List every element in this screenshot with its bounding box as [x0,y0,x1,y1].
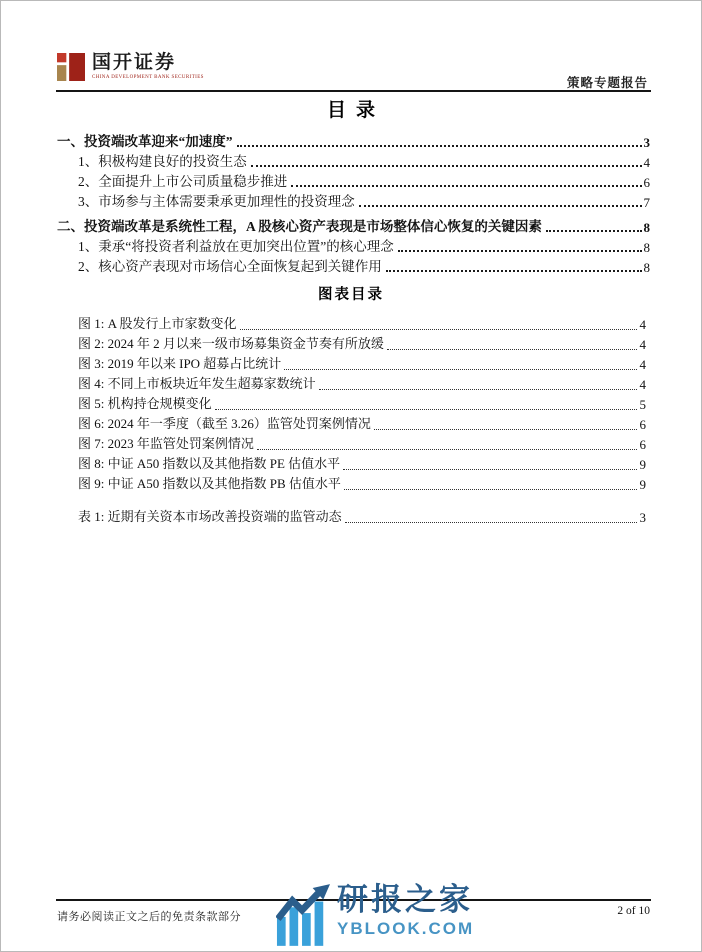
figure-entry-label: 图 8: 中证 A50 指数以及其他指数 PE 估值水平 [78,456,341,471]
toc-entry-label: 1、积极构建良好的投资生态 [78,154,247,169]
toc-entry-page: 8 [643,240,650,255]
figure-entry[interactable] [78,353,646,373]
dot-leader [284,369,636,370]
dot-leader [343,469,636,470]
company-name: 国开证券 [92,52,177,73]
figure-entry-label: 图 3: 2019 年以来 IPO 超募占比统计 [78,356,282,371]
figure-entry-page: 4 [639,377,646,392]
toc-entry-label: 1、秉承“将投资者利益放在更加突出位置”的核心理念 [78,239,394,254]
figure-entry-page: 3 [639,510,646,525]
dot-leader [345,522,637,523]
toc-entry[interactable] [57,256,650,276]
figure-entry-page: 4 [639,317,646,332]
figure-entry[interactable] [78,333,646,353]
figure-entry-label: 图 4: 不同上市板块近年发生超募家数统计 [78,376,316,391]
toc-entry-label: 一、投资端改革迎来“加速度” [57,134,233,149]
toc-entry-label: 二、投资端改革是系统性工程，A 股核心资产表现是市场整体信心恢复的关键因素 [57,219,542,234]
toc-entry-page: 8 [643,220,650,235]
figure-entry-label: 图 6: 2024 年一季度（截至 3.26）监管处罚案例情况 [78,416,371,431]
figures-directory-title: 图表目录 [318,287,384,303]
dot-leader [374,429,637,430]
figure-entry[interactable] [78,506,646,526]
watermark [276,884,474,946]
figure-entry[interactable] [78,373,646,393]
report-type-label: 策略专题报告 [566,76,648,90]
figure-entry-page: 9 [639,477,646,492]
figure-entry-label: 图 1: A 股发行上市家数变化 [78,316,237,331]
dot-leader [251,165,642,167]
watermark-url: YBLOOK.COM [337,918,475,938]
figure-entry[interactable] [78,453,646,473]
toc-entry-page: 6 [643,175,650,190]
toc-entry-page: 4 [643,155,650,170]
figure-entry-page: 5 [639,397,646,412]
dot-leader [257,449,637,450]
toc-entry-label: 3、市场参与主体需要秉承更加理性的投资理念 [78,194,355,209]
figure-entry-label: 图 7: 2023 年监管处罚案例情况 [78,436,254,451]
figure-entry-page: 6 [639,437,646,452]
dot-leader [398,250,642,252]
figure-entry[interactable] [78,413,646,433]
toc-entry-label: 2、全面提升上市公司质量稳步推进 [78,174,288,189]
dot-leader [387,349,637,350]
figure-list [78,313,646,526]
figure-entry[interactable] [78,313,646,333]
toc-entry-page: 7 [643,195,650,210]
figure-entry-label: 图 2: 2024 年 2 月以来一级市场募集资金节奏有所放缓 [78,336,384,351]
dot-leader [344,489,637,490]
dot-leader [215,409,637,410]
figure-entry-label: 图 5: 机构持仓规模变化 [78,396,212,411]
watermark-name: 研报之家 [337,882,473,917]
figure-entry-page: 6 [639,417,646,432]
dot-leader [237,145,642,147]
figure-entry[interactable] [78,393,646,413]
figure-entry-label: 图 9: 中证 A50 指数以及其他指数 PB 估值水平 [78,476,341,491]
figure-entry[interactable] [78,473,646,493]
toc-entry[interactable] [57,191,650,211]
page-number: 2 of 10 [617,905,650,917]
company-logo [57,53,204,81]
toc-entry-page: 3 [643,135,650,150]
figure-entry-page: 9 [639,457,646,472]
dot-leader [546,230,642,232]
header-divider [56,90,651,92]
figure-entry-label: 表 1: 近期有关资本市场改善投资端的监管动态 [78,509,342,524]
figure-entry-page: 4 [639,337,646,352]
dot-leader [319,389,637,390]
company-logo-icon [57,53,85,81]
toc-entry[interactable] [57,216,650,236]
figure-entry[interactable] [78,433,646,453]
toc-entry[interactable] [57,151,650,171]
company-name-en: CHINA DEVELOPMENT BANK SECURITIES [92,74,204,80]
toc-entry-label: 2、核心资产表现对市场信心全面恢复起到关键作用 [78,259,382,274]
dot-leader [386,270,642,272]
toc-title: 目录 [326,100,385,121]
figure-entry-page: 4 [639,357,646,372]
toc-entry[interactable] [57,236,650,256]
footer-disclaimer: 请务必阅读正文之后的免责条款部分 [57,911,241,923]
dot-leader [240,329,637,330]
toc-entry[interactable] [57,171,650,191]
dot-leader [291,185,641,187]
toc-entry-page: 8 [643,260,650,275]
toc-list [57,126,650,276]
watermark-chart-icon [276,884,330,946]
dot-leader [359,205,642,207]
toc-entry[interactable] [57,131,650,151]
